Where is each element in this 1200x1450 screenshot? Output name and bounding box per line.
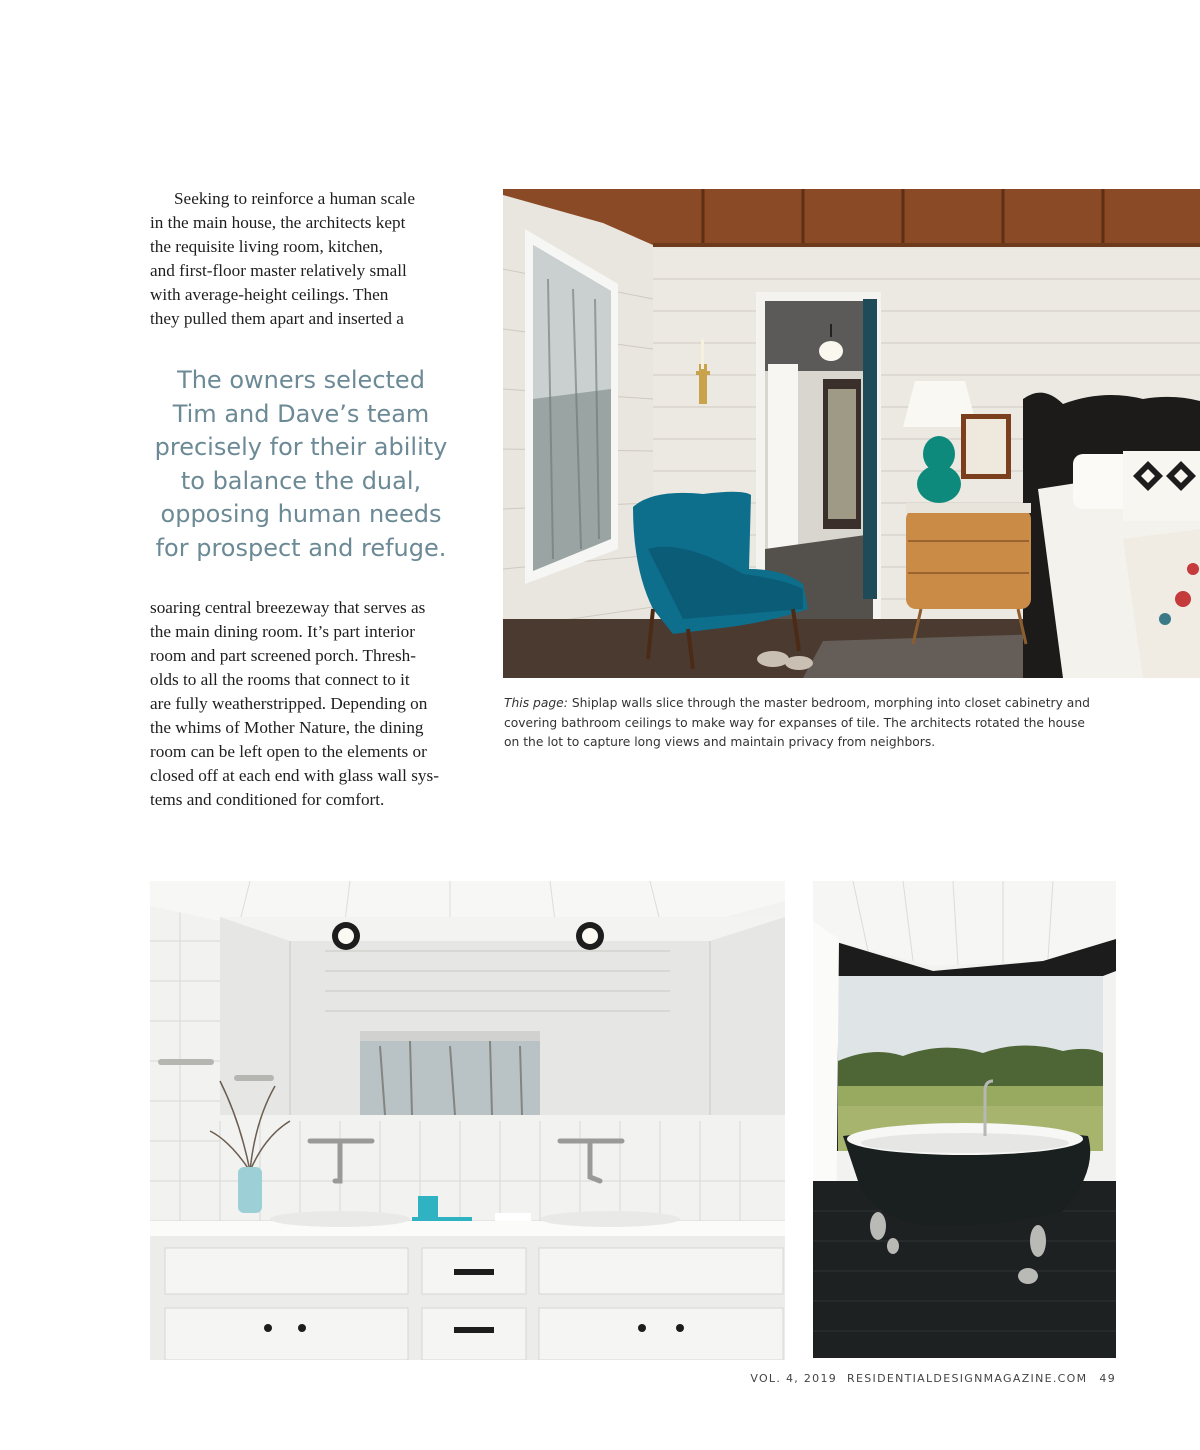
text-line: Seeking to reinforce a human scale [174,189,416,208]
text-line: the requisite living room, kitchen, [150,237,383,256]
pull-quote-line: opposing human needs [160,500,442,528]
pull-quote-line: Tim and Dave’s team [172,399,430,428]
pull-quote-line: to balance the dual, [180,466,422,495]
page-footer [750,1372,1116,1385]
pull-quote-line: The owners selected [177,366,425,394]
text-line: soaring central breezeway that serves as [150,598,426,617]
text-line: tems and conditioned for comfort. [150,790,385,809]
text-line: in the main house, the architects kept [150,213,406,232]
text-line: the whims of Mother Nature, the dining [150,718,424,737]
bathtub-photo [813,881,1116,1358]
pull-quote-line: precisely for their ability [154,433,448,461]
article-paragraph-2 [150,596,460,812]
text-line: are fully weatherstripped. Depending on [150,694,428,713]
text-line: room and part screened porch. Thresh- [150,646,416,665]
text-line: the main dining room. It’s part interior [150,622,415,641]
article-paragraph-1 [150,187,460,331]
caption-text: Shiplap walls slice through the master bedroom, morphing into closet cabinetry and covering bathroom ceilings to make way for expanses of tile. The architects rotated the house on the lot to capture long views and maintain privacy from neighbors. [504,696,1090,749]
text-line: closed off at each end with glass wall sys- [150,766,439,785]
pull-quote-line: for prospect and refuge. [155,533,447,562]
bedroom-photo [503,189,1200,678]
text-line: they pulled them apart and inserted a [150,309,404,328]
vanity-photo [150,881,785,1360]
text-line: room can be left open to the elements or [150,742,427,761]
text-line: olds to all the rooms that connect to it [150,670,410,689]
page-number: 49 [1099,1372,1116,1385]
text-line: with average-height ceilings. Then [150,285,389,304]
pull-quote [150,364,452,565]
footer-site: RESIDENTIALDESIGNMAGAZINE.COM [847,1372,1088,1385]
text-line: and first-floor master relatively small [150,261,407,280]
photo-caption [504,694,1104,753]
footer-volume: VOL. 4, 2019 [750,1372,838,1385]
caption-lead: This page: [504,696,568,710]
